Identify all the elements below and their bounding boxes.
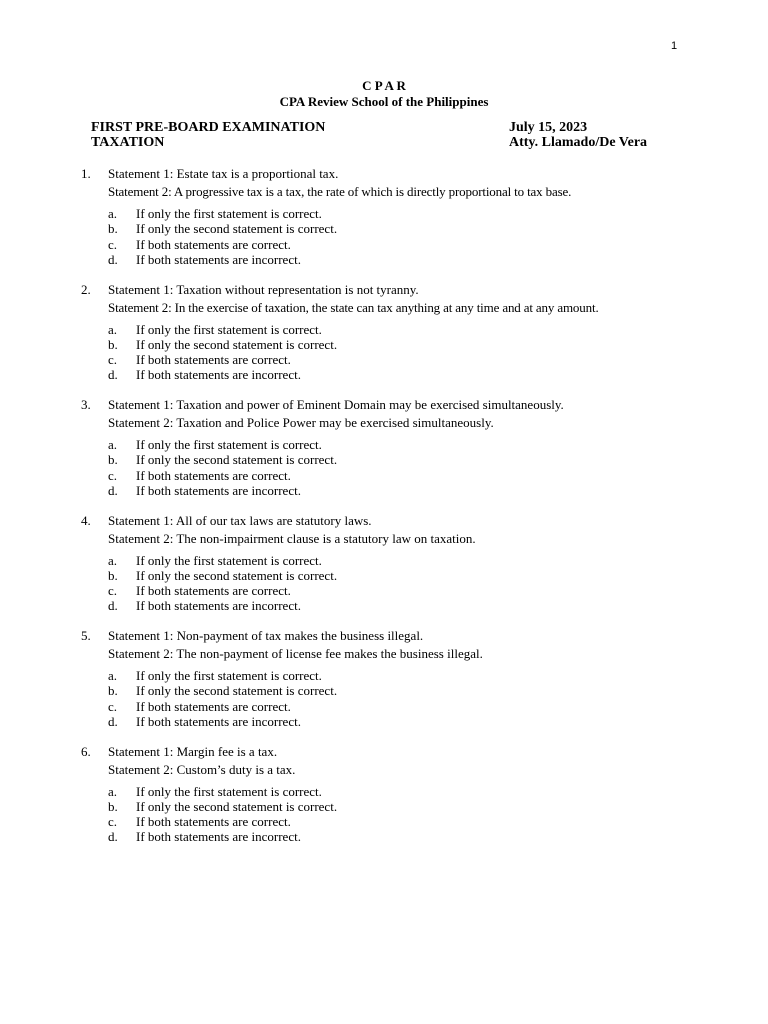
answer-options [108,322,337,383]
option-c [108,468,337,483]
statement-2: Statement 2: Taxation and Police Power may be exercised simultaneously. [108,415,494,430]
question-5 [81,628,701,744]
org-name: CPA Review School of the Philippines [279,94,489,109]
option-b [108,568,337,583]
option-letter: a. [108,206,118,221]
option-c [108,583,337,598]
document-header [0,78,768,110]
question-number: 1. [81,166,91,181]
option-b [108,683,337,698]
option-text: If only the first statement is correct. [136,206,322,221]
option-letter: b. [108,567,118,583]
statement-1: Statement 1: Non-payment of tax makes the business illegal. [108,628,424,643]
option-d [108,367,337,382]
question-number: 4. [81,512,91,528]
option-c [108,352,337,367]
option-text: If only the second statement is correct. [136,567,338,583]
option-text: If both statements are incorrect. [136,482,301,498]
statement-1: Statement 1: Taxation and power of Eminent Domain may be exercised simultaneously. [108,397,564,412]
statement-1: Statement 1: All of our tax laws are statutory laws. [108,512,372,528]
exam-author: Atty. Llamado/De Vera [509,135,648,150]
option-text: If only the first statement is correct. [136,321,322,337]
question-1 [81,166,701,282]
option-b [108,337,337,352]
option-a [108,553,337,568]
answer-options [108,668,337,729]
option-letter: a. [108,668,118,683]
question-list [81,166,701,859]
exam-title: FIRST PRE-BOARD EXAMINATION [91,120,326,135]
option-d [108,483,337,498]
question-number: 6. [81,743,91,759]
option-d [108,829,337,844]
option-text: If both statements are incorrect. [136,829,301,845]
answer-options [108,437,337,498]
option-letter: c. [108,583,118,599]
option-text: If only the first statement is correct. [136,437,322,452]
statement-2: Statement 2: In the exercise of taxation, the state can tax anything at any time and at any amount. [108,299,599,315]
option-a [108,322,337,337]
org-abbreviation: C P A R [362,78,406,93]
option-b [108,799,337,814]
option-letter: d. [108,713,118,729]
option-letter: d. [108,829,118,845]
option-letter: c. [108,236,118,252]
option-text: If only the first statement is correct. [136,668,322,683]
question-4 [81,513,701,629]
option-letter: b. [108,221,118,237]
option-letter: c. [108,467,118,483]
option-d [108,714,337,729]
option-letter: a. [108,437,118,452]
option-a [108,437,337,452]
option-a [108,206,337,221]
statement-2: Statement 2: Custom’s duty is a tax. [108,761,296,777]
option-b [108,452,337,467]
answer-options [108,553,337,614]
statement-2: Statement 2: A progressive tax is a tax, the rate of which is directly proportional to tax base. [108,184,572,199]
answer-options [108,784,337,845]
exam-date: July 15, 2023 [509,120,588,135]
option-letter: c. [108,698,118,714]
option-b [108,221,337,236]
option-text: If both statements are correct. [136,698,291,714]
question-2 [81,282,701,398]
option-text: If only the second statement is correct. [136,798,338,814]
page-number: 1 [671,40,678,52]
exam-info-right [509,120,647,150]
option-text: If both statements are incorrect. [136,713,301,729]
question-number: 3. [81,397,91,412]
option-c [108,237,337,252]
option-letter: d. [108,482,118,498]
option-text: If both statements are correct. [136,467,291,483]
option-text: If both statements are correct. [136,236,291,252]
option-letter: b. [108,336,118,352]
option-letter: b. [108,798,118,814]
question-6 [81,744,701,860]
option-d [108,598,337,613]
question-3 [81,397,701,513]
option-text: If only the first statement is correct. [136,783,322,799]
option-d [108,252,337,267]
option-c [108,814,337,829]
option-text: If only the second statement is correct. [136,336,338,352]
option-a [108,784,337,799]
exam-subject: TAXATION [91,135,165,150]
option-letter: d. [108,367,118,383]
option-text: If only the second statement is correct. [136,452,338,468]
exam-info-left [91,120,325,150]
statement-2: Statement 2: The non-impairment clause is a statutory law on taxation. [108,530,476,546]
statement-2: Statement 2: The non-payment of license fee makes the business illegal. [108,646,483,661]
question-number: 2. [81,281,91,297]
option-c [108,699,337,714]
option-text: If only the second statement is correct. [136,683,338,699]
option-text: If only the second statement is correct. [136,221,338,237]
option-letter: b. [108,683,118,699]
option-letter: a. [108,783,118,799]
statement-1: Statement 1: Estate tax is a proportional tax. [108,166,339,181]
statement-1: Statement 1: Taxation without representation is not tyranny. [108,281,419,297]
option-letter: c. [108,352,118,368]
option-letter: c. [108,814,118,830]
question-number: 5. [81,628,91,643]
option-text: If both statements are correct. [136,814,291,830]
answer-options [108,206,337,267]
option-letter: a. [108,321,118,337]
option-letter: d. [108,251,118,267]
option-letter: d. [108,598,118,614]
option-letter: b. [108,452,118,468]
option-letter: a. [108,552,118,568]
statement-1: Statement 1: Margin fee is a tax. [108,743,278,759]
option-a [108,668,337,683]
option-text: If both statements are incorrect. [136,367,301,383]
option-text: If only the first statement is correct. [136,552,322,568]
option-text: If both statements are incorrect. [136,251,301,267]
option-text: If both statements are correct. [136,583,291,599]
option-text: If both statements are correct. [136,352,291,368]
option-text: If both statements are incorrect. [136,598,301,614]
